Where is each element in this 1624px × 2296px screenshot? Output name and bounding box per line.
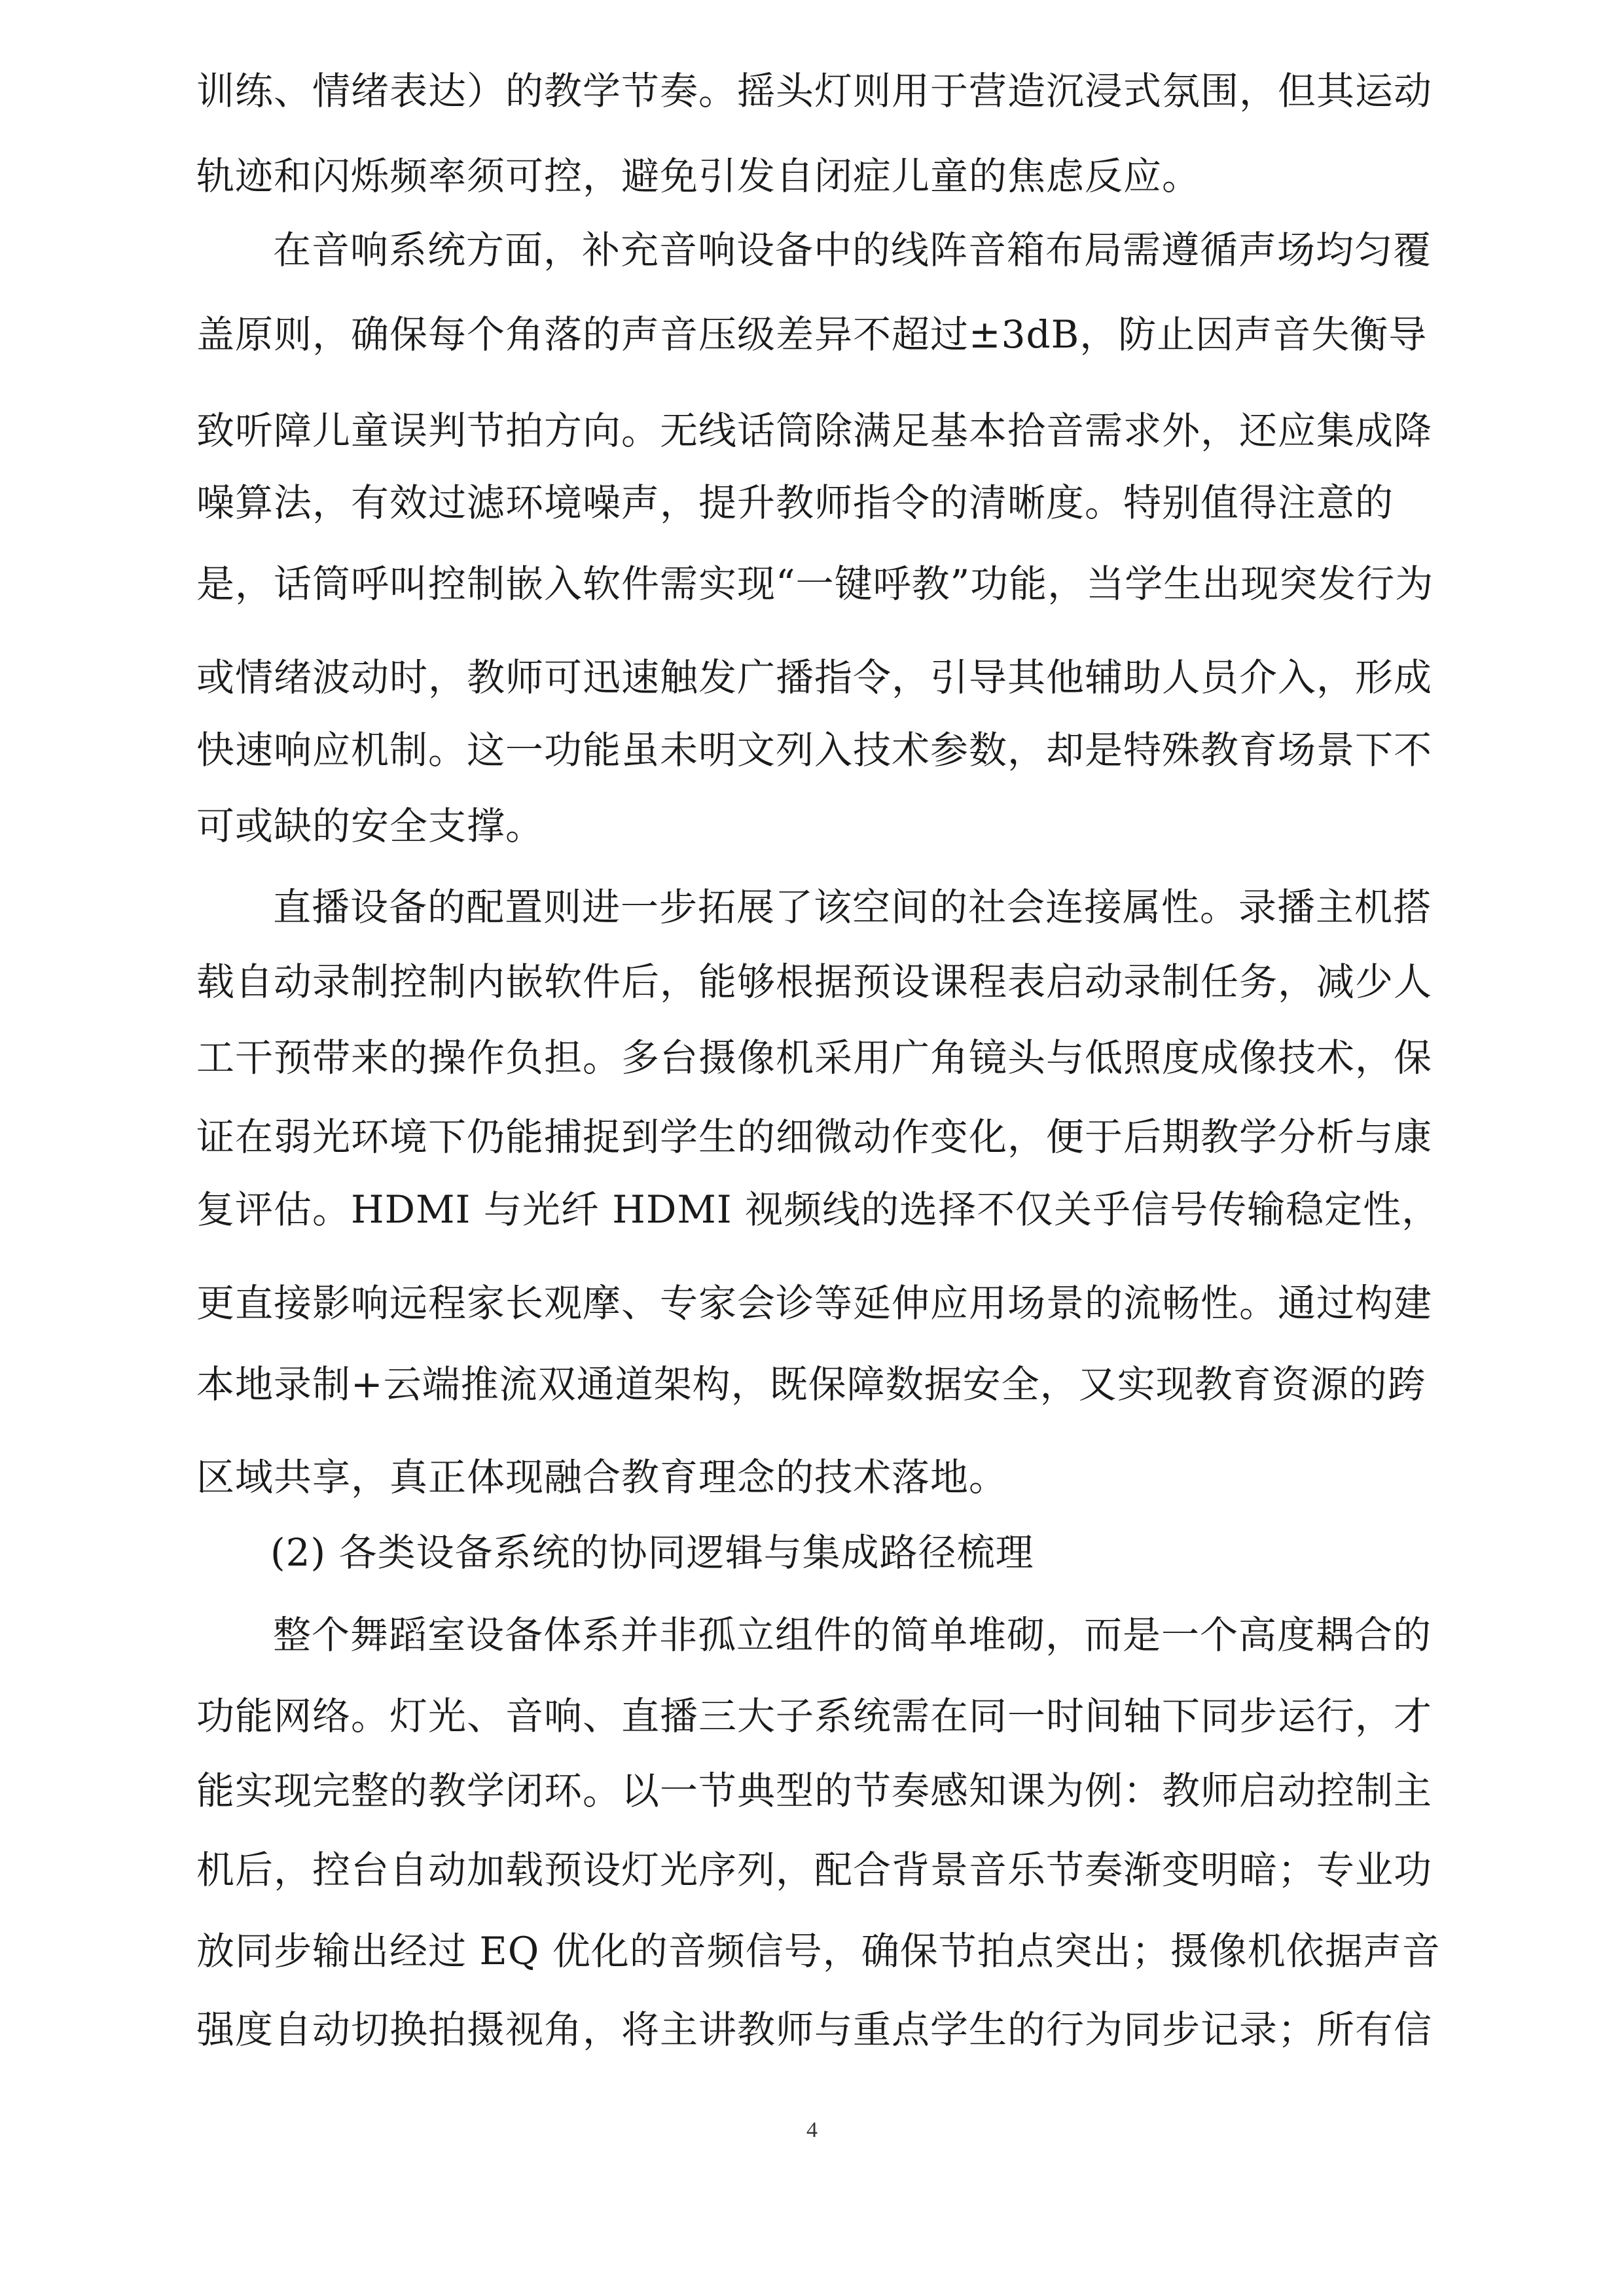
text-line: 是，话筒呼叫控制嵌入软件需实现“一键呼教”功能，当学生出现突发行为 — [196, 562, 1434, 606]
text-line: 在音响系统方面，补充音响设备中的线阵音箱布局需遵循声场均匀覆 — [273, 228, 1432, 272]
text-line: 机后，控台自动加载预设灯光序列，配合背景音乐节奏渐变明暗；专业功 — [196, 1848, 1433, 1892]
text-line: 可或缺的安全支撑。 — [196, 804, 545, 848]
text-line: 本地录制+云端推流双通道架构，既保障数据安全，又实现教育资源的跨 — [196, 1362, 1426, 1407]
text-line: 复评估。HDMI 与光纤 HDMI 视频线的选择不仅关乎信号传输稳定性， — [196, 1187, 1441, 1232]
text-line: 轨迹和闪烁频率须可控，避免引发自闭症儿童的焦虑反应。 — [196, 154, 1201, 198]
text-line: 噪算法，有效过滤环境噪声，提升教师指令的清晰度。特别值得注意的 — [196, 480, 1394, 525]
text-line: 区域共享，真正体现融合教育理念的技术落地。 — [196, 1455, 1008, 1499]
text-line: 载自动录制控制内嵌软件后，能够根据预设课程表启动录制任务，减少人 — [196, 960, 1433, 1004]
text-line: 训练、情绪表达）的教学节奏。摇头灯则用于营造沉浸式氛围，但其运动 — [196, 69, 1433, 113]
text-line: 证在弱光环境下仍能捕捉到学生的细微动作变化，便于后期教学分析与康 — [196, 1115, 1433, 1159]
text-line: 强度自动切换拍摄视角，将主讲教师与重点学生的行为同步记录；所有信 — [196, 2007, 1433, 2052]
text-line: 快速响应机制。这一功能虽未明文列入技术参数，却是特殊教育场景下不 — [196, 728, 1433, 772]
text-line: 盖原则，确保每个角落的声音压级差异不超过±3dB，防止因声音失衡导 — [196, 312, 1428, 357]
text-line: 更直接影响远程家长观摩、专家会诊等延伸应用场景的流畅性。通过构建 — [196, 1281, 1433, 1325]
text-line: 或情绪波动时，教师可迅速触发广播指令，引导其他辅助人员介入，形成 — [196, 655, 1433, 700]
text-line: 功能网络。灯光、音响、直播三大子系统需在同一时间轴下同步运行，才 — [196, 1694, 1433, 1738]
text-line: 整个舞蹈室设备体系并非孤立组件的简单堆砌，而是一个高度耦合的 — [273, 1613, 1432, 1657]
text-line: 放同步输出经过 EQ 优化的音频信号，确保节拍点突出；摄像机依据声音 — [196, 1929, 1441, 1973]
page-number: 4 — [806, 2118, 818, 2142]
text-line: 致听障儿童误判节拍方向。无线话筒除满足基本拾音需求外，还应集成降 — [196, 408, 1433, 453]
section-heading: (2) 各类设备系统的协同逻辑与集成路径梳理 — [270, 1530, 1034, 1575]
text-line: 能实现完整的教学闭环。以一节典型的节奏感知课为例：教师启动控制主 — [196, 1768, 1433, 1813]
text-line: 直播设备的配置则进一步拓展了该空间的社会连接属性。录播主机搭 — [273, 885, 1432, 929]
text-line: 工干预带来的操作负担。多台摄像机采用广角镜头与低照度成像技术，保 — [196, 1035, 1433, 1080]
